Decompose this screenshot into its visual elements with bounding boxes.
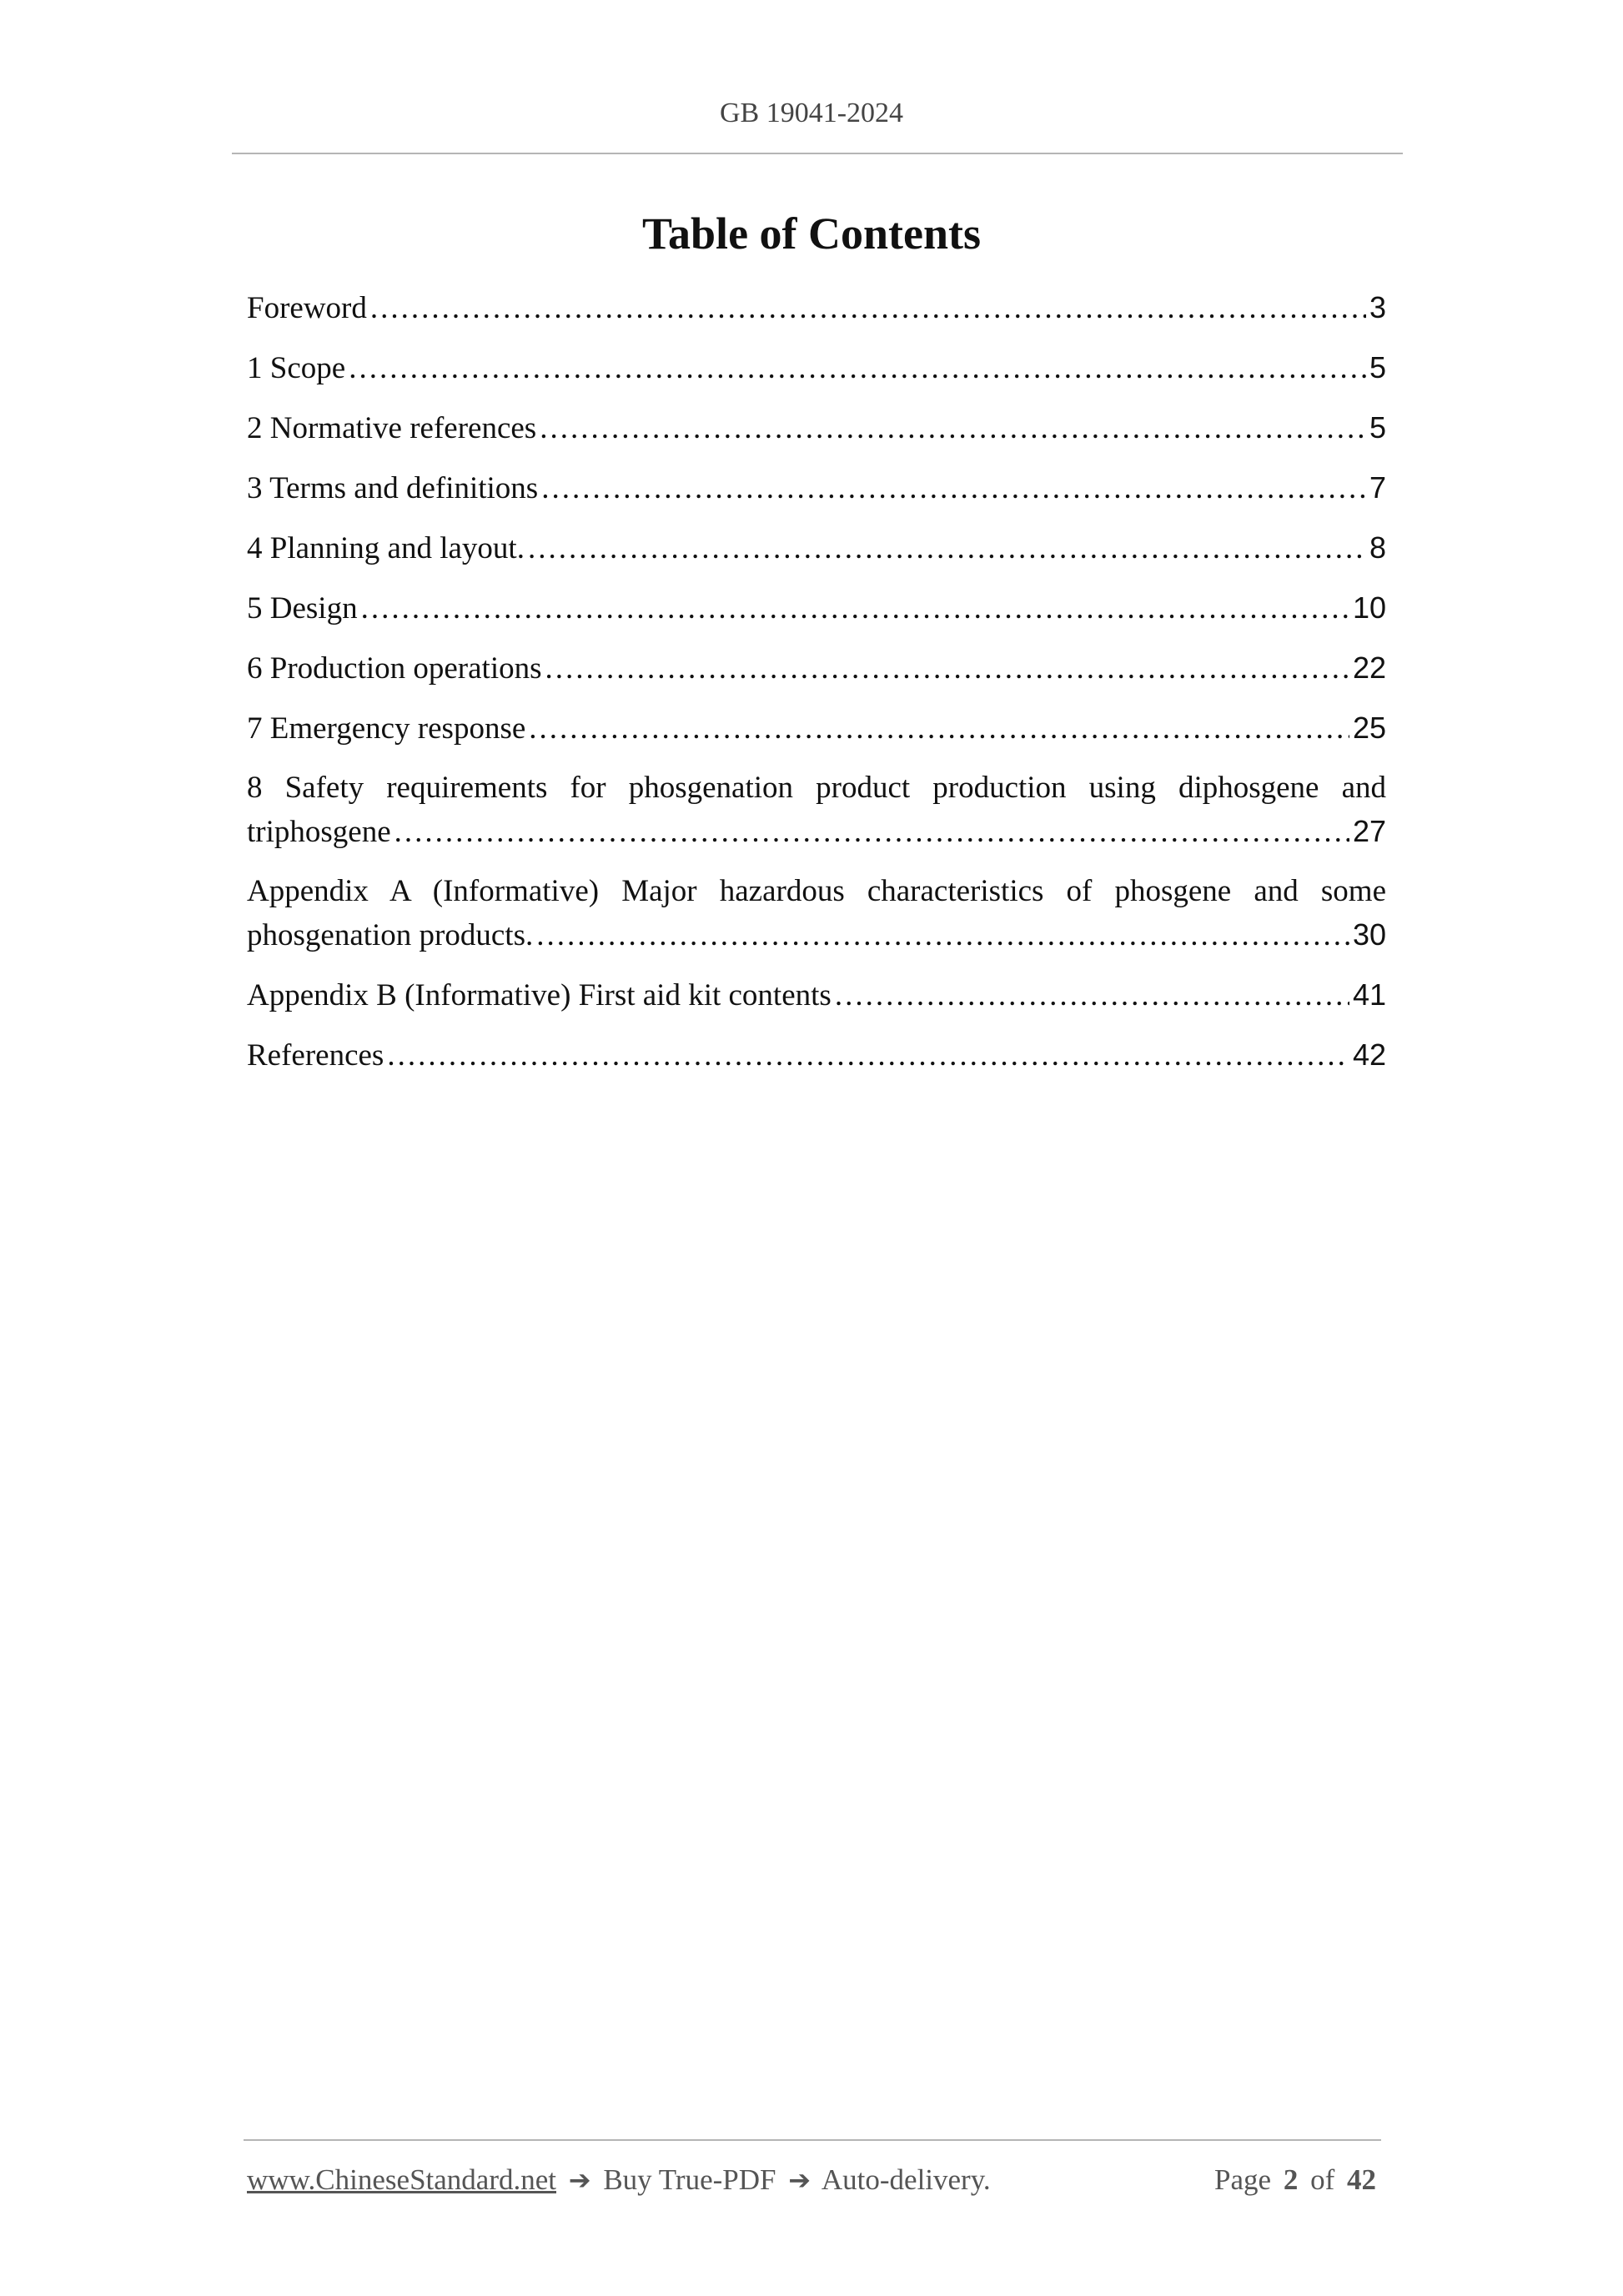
toc-entry-label: 3 Terms and definitions xyxy=(247,471,539,505)
toc-entry-label: phosgenation products. xyxy=(247,918,534,952)
toc-entry-page: 10 xyxy=(1352,590,1386,625)
dot-leader xyxy=(361,587,1349,631)
page-title: Table of Contents xyxy=(641,208,982,259)
toc-entry-page: 3 xyxy=(1369,290,1386,324)
toc-entry-safety-requirements[interactable] xyxy=(247,766,1386,854)
toc-entry-production-operations[interactable] xyxy=(247,646,1386,691)
dot-leader xyxy=(541,467,1366,510)
dot-leader xyxy=(370,287,1366,330)
toc-entry-appendix-b[interactable] xyxy=(247,973,1386,1017)
buy-pdf-text: Buy True-PDF xyxy=(603,2163,776,2196)
dot-leader xyxy=(387,1034,1349,1078)
dot-leader xyxy=(540,407,1366,450)
arrow-right-icon: ➔ xyxy=(788,2164,812,2196)
toc-entry-page: 42 xyxy=(1352,1037,1386,1072)
document-header xyxy=(0,93,1623,133)
toc-entry-label: 1 Scope xyxy=(247,351,346,385)
website-link[interactable]: www.ChineseStandard.net xyxy=(247,2163,556,2196)
toc-entry-label: Appendix B (Informative) First aid kit contents xyxy=(247,978,832,1012)
of-word: of xyxy=(1310,2163,1335,2196)
page-indicator xyxy=(1214,2158,1381,2202)
toc-entry-page: 25 xyxy=(1352,711,1386,745)
toc-entry-terms-and-definitions[interactable] xyxy=(247,466,1386,510)
toc-entry-page: 41 xyxy=(1352,977,1386,1012)
toc-entry-page: 5 xyxy=(1369,410,1386,445)
total-pages-number: 42 xyxy=(1347,2163,1376,2196)
dot-leader xyxy=(536,914,1349,957)
dot-leader xyxy=(529,707,1349,751)
toc-entry-label: Foreword xyxy=(247,291,367,325)
dot-leader xyxy=(394,811,1349,854)
toc-entry-page: 22 xyxy=(1352,651,1386,685)
dot-leader xyxy=(349,347,1366,390)
toc-entry-page: 7 xyxy=(1369,470,1386,505)
toc-entry-page: 30 xyxy=(1352,917,1386,952)
footer-divider xyxy=(244,2139,1381,2141)
toc-entry-label: 5 Design xyxy=(247,591,358,625)
toc-entry-label-line1: Appendix A (Informative) Major hazardous characteristics of phosgene and some xyxy=(247,874,1386,908)
toc-entry-scope[interactable] xyxy=(247,346,1386,390)
toc-entry-label: 4 Planning and layout. xyxy=(247,531,525,565)
toc-entry-label: 2 Normative references xyxy=(247,411,537,445)
toc-entry-appendix-a[interactable] xyxy=(247,870,1386,957)
toc-entry-label: References xyxy=(247,1038,384,1073)
dot-leader xyxy=(528,527,1366,570)
toc-entry-label: triphosgene xyxy=(247,815,391,849)
toc-entry-emergency-response[interactable] xyxy=(247,706,1386,751)
toc-entry-normative-references[interactable] xyxy=(247,406,1386,450)
toc-entry-page: 27 xyxy=(1352,814,1386,848)
header-divider xyxy=(232,153,1403,154)
document-id: GB 19041-2024 xyxy=(719,98,904,128)
page-footer xyxy=(247,2158,1381,2202)
toc-entry-page: 5 xyxy=(1369,350,1386,384)
toc-entry-label-line1: 8 Safety requirements for phosgenation product production using diphosgene and xyxy=(247,771,1386,805)
toc-entry-page: 8 xyxy=(1369,530,1386,565)
delivery-text: Auto-delivery. xyxy=(821,2163,991,2196)
dot-leader xyxy=(545,647,1349,691)
toc-entry-label: 7 Emergency response xyxy=(247,711,526,746)
table-of-contents xyxy=(247,286,1386,1093)
toc-entry-references[interactable] xyxy=(247,1033,1386,1078)
arrow-right-icon: ➔ xyxy=(568,2164,591,2196)
toc-entry-foreword[interactable] xyxy=(247,286,1386,330)
page-word: Page xyxy=(1214,2163,1272,2196)
current-page-number: 2 xyxy=(1283,2163,1299,2196)
dot-leader xyxy=(835,974,1349,1017)
toc-entry-planning-and-layout[interactable] xyxy=(247,526,1386,570)
toc-entry-design[interactable] xyxy=(247,586,1386,631)
toc-entry-label: 6 Production operations xyxy=(247,651,542,686)
